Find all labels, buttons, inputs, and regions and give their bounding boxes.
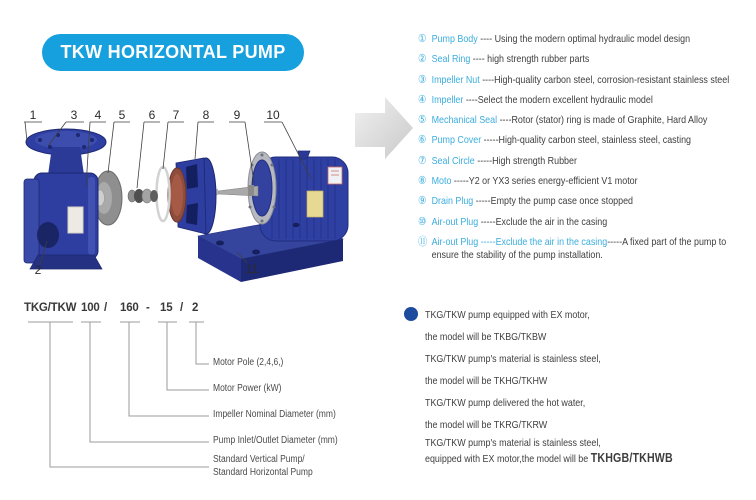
- callout-number: 3: [70, 108, 78, 122]
- callout-number: 2: [34, 263, 42, 277]
- model-code-pole: 2: [192, 302, 199, 314]
- model-code-inlet: 100: [81, 302, 100, 314]
- part-description: -----High-quality carbon steel, stainless steel, casting: [481, 134, 692, 147]
- part-name: Mechanical Seal: [431, 114, 498, 127]
- label-impeller-diameter: Impeller Nominal Diameter (mm): [213, 409, 336, 420]
- variant-line: TKG/TKW pump equipped with EX motor,: [425, 309, 590, 321]
- model-code-dash: -: [146, 302, 150, 314]
- callout-number: 11: [245, 262, 259, 276]
- item-number: ①: [418, 33, 427, 45]
- parts-list-item: [418, 216, 755, 229]
- model-code-slash: /: [180, 302, 183, 314]
- label-standard-pump: [213, 454, 313, 479]
- callout-number: 6: [148, 108, 156, 122]
- variant-line: the model will be TKBG/TKBW: [425, 331, 547, 343]
- item-number: ④: [418, 93, 427, 106]
- part-name: Pump Cover: [431, 134, 482, 147]
- variant-line: the model will be TKRG/TKRW: [425, 419, 548, 431]
- part-name: Drain Plug: [431, 195, 474, 208]
- label-inlet-outlet: Pump Inlet/Outlet Diameter (mm): [213, 435, 338, 446]
- callout-number: 10: [266, 108, 280, 122]
- item-number: ⑩: [418, 215, 427, 228]
- label-motor-power: Motor Power (kW): [213, 383, 282, 394]
- part-name: Impeller: [431, 93, 464, 106]
- pump-cover-part: [168, 158, 216, 234]
- callout-number: 9: [233, 108, 241, 122]
- callout-number: 8: [202, 108, 210, 122]
- part-description: ---- Using the modern optimal hydraulic model design: [477, 33, 691, 45]
- motor-sticker: [328, 167, 342, 184]
- part-description: -----Y2 or YX3 series energy-efficient V1 motor: [451, 175, 638, 188]
- callout-number: 7: [172, 108, 180, 122]
- variant-line: TKG/TKW pump's material is stainless steel,: [425, 353, 601, 365]
- page-title: [42, 34, 304, 71]
- model-code-slash: /: [104, 302, 107, 314]
- motor-shaft-part: [211, 185, 258, 196]
- item-number: ⑦: [418, 154, 427, 167]
- part-name: Seal Circle: [431, 154, 475, 167]
- variant-line-prefix: equipped with EX motor,the model will be: [425, 453, 591, 465]
- variant-line: TKG/TKW pump's material is stainless steel,: [425, 437, 601, 449]
- part-name: Seal Ring: [431, 53, 471, 66]
- part-description: ----Select the modern excellent hydraulic model: [463, 93, 653, 106]
- variant-line: the model will be TKHG/TKHW: [425, 375, 548, 387]
- motor-part: [211, 151, 348, 241]
- part-description: -----Exclude the air in the casing: [478, 215, 608, 228]
- bullet-circle-icon: [404, 307, 418, 321]
- part-name: Moto: [431, 175, 452, 188]
- callout-number: 4: [94, 108, 102, 122]
- item-number: ③: [418, 73, 427, 86]
- model-code-series: TKG/TKW: [24, 302, 77, 314]
- parts-list-item: [418, 94, 755, 107]
- callout-number: 1: [29, 108, 37, 122]
- item-number: ⑨: [418, 195, 427, 208]
- label-standard-line1: Standard Vertical Pump/: [213, 454, 305, 465]
- item-number: ②: [418, 53, 427, 66]
- parts-list-item: [418, 155, 755, 168]
- parts-list: [418, 33, 755, 269]
- variant-line: [425, 451, 673, 465]
- item-number: ⑤: [418, 114, 427, 127]
- item-number: ⑪: [418, 235, 428, 248]
- arrow-right-icon: [355, 97, 413, 159]
- pump-exploded-diagram: [0, 95, 420, 290]
- item-number: ⑥: [418, 134, 427, 147]
- parts-list-item: [418, 195, 755, 208]
- part-name: Air-out Plug: [431, 215, 479, 228]
- part-description: ---- high strength rubber parts: [470, 53, 590, 66]
- item-number: ⑧: [418, 175, 427, 188]
- parts-list-item: [418, 236, 755, 262]
- part-name: Air-out Plug -----Exclude the air in the casing: [431, 235, 608, 248]
- variant-line: TKG/TKW pump delivered the hot water,: [425, 397, 586, 409]
- parts-list-item: [418, 33, 755, 46]
- part-description: -----A fixed part of the pump to ensure the stability of the pump installation.: [431, 235, 727, 261]
- motor-nameplate: [307, 191, 323, 217]
- part-description: ----High-quality carbon steel, corrosion-resistant stainless steel: [479, 73, 730, 86]
- parts-list-item: [418, 74, 755, 87]
- model-code-impeller: 160: [120, 302, 139, 314]
- parts-list-item: [418, 53, 755, 66]
- part-name: Impeller Nut: [431, 73, 480, 86]
- part-description: -----Empty the pump case once stopped: [473, 195, 634, 208]
- mechanical-seal-part: [128, 189, 158, 203]
- part-description: -----High strength Rubber: [474, 154, 577, 167]
- parts-list-item: [418, 175, 755, 188]
- page-title-text: TKW HORIZONTAL PUMP: [60, 42, 286, 62]
- pump-body-part: [24, 129, 106, 269]
- label-motor-pole: Motor Pole (2,4,6,): [213, 357, 284, 368]
- parts-list-item: [418, 134, 755, 147]
- part-description: ----Rotor (stator) ring is made of Graphite, Hard Alloy: [497, 114, 708, 127]
- variant-model-highlight: TKHGB/TKHWB: [590, 451, 673, 465]
- parts-list-item: [418, 114, 755, 127]
- callout-number: 5: [118, 108, 126, 122]
- label-standard-line2: Standard Horizontal Pump: [213, 466, 313, 478]
- model-code-power: 15: [160, 302, 173, 314]
- part-name: Pump Body: [431, 33, 478, 45]
